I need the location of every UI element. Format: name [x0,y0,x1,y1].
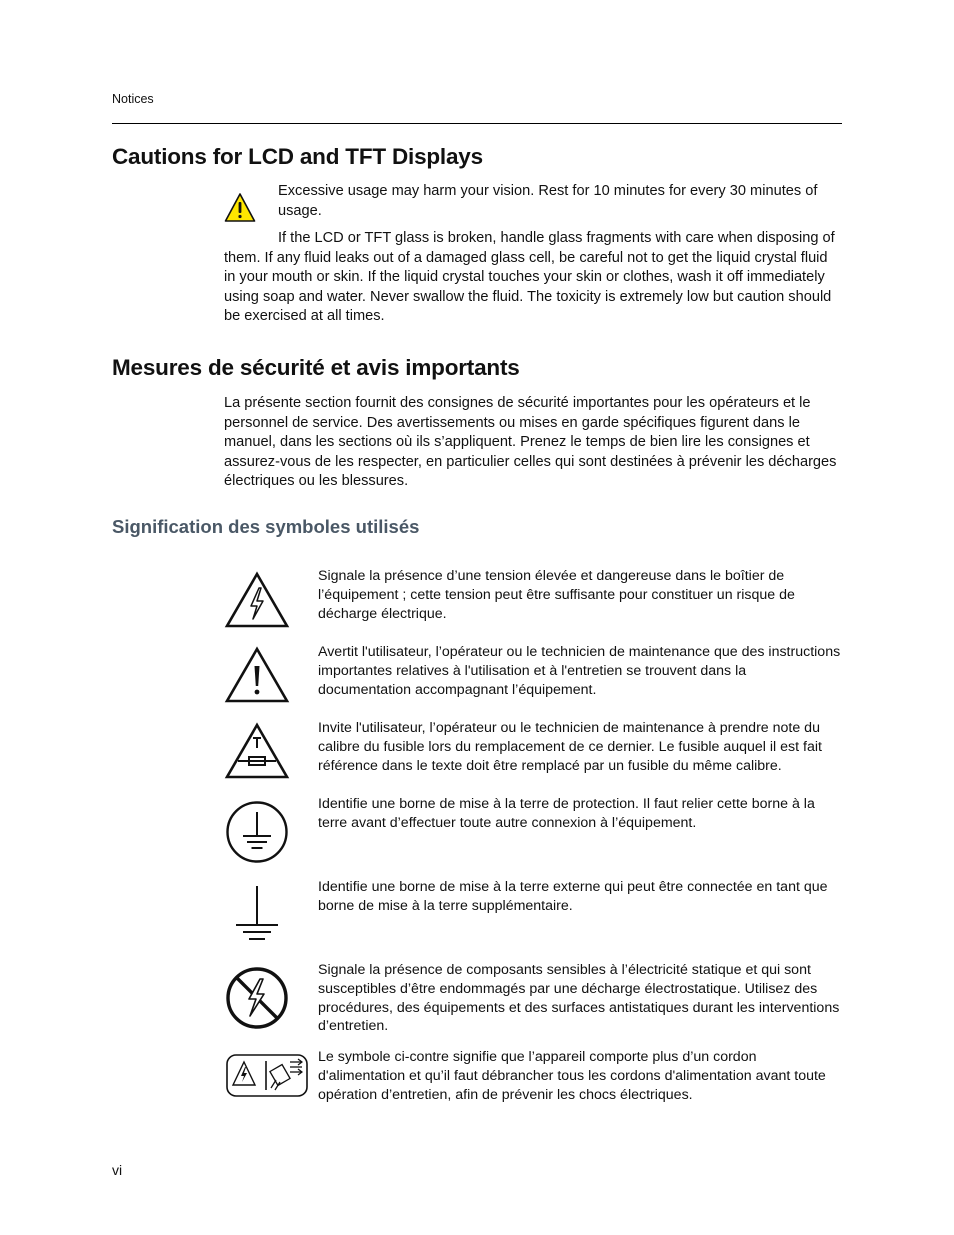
header-divider [112,123,842,124]
caution-triangle-icon [224,192,256,223]
symbol-description-multiple-cords: Le symbole ci-contre signifie que l’appareil comporte plus d’un cordon d'alimentation et qu’il faut débrancher tous les cordons d'alimentation avant toute opération d’entretien, afin de prévenir les chocs électriques. [318,1049,826,1103]
high-voltage-triangle-icon [224,571,290,629]
multiple-power-cords-icon [224,1053,310,1099]
symbol-description-fuse: Invite l'utilisateur, l’opérateur ou le technicien de maintenance à prendre note du calibre du fusible lors du remplacement de ce dernier. Le fusible auquel il est fait référence dans le texte doit être remplacé par un fusible du même calibre. [318,720,822,774]
symbol-description-esd: Signale la présence de composants sensibles à l’électricité statique et qui sont susceptibles d’être endommagés par une décharge électrostatique. Utilisez des procédures, des équipements et des surfaces antistatiques durant les interventions d’entretien. [318,962,840,1035]
mesures-heading: Mesures de sécurité et avis importants [112,355,520,380]
glass-caution-paragraph [224,229,842,327]
ground-terminal-icon [224,885,290,945]
vision-caution-text: Excessive usage may harm your vision. Rest for 10 minutes for every 30 minutes of usage. [278,183,818,219]
page-number: vi [112,1162,123,1178]
symbol-description-ground-terminal: Identifie une borne de mise à la terre externe qui peut être connectée en tant que borne de mise à la terre supplémentaire. [318,879,828,914]
fuse-triangle-icon [224,722,290,780]
protective-earth-icon [224,800,290,864]
symbol-description-protective-earth: Identifie une borne de mise à la terre de protection. Il faut relier cette borne à la terre avant d’effectuer toute autre connexion à l’équipement. [318,796,815,831]
symbol-description-exclamation: Avertit l'utilisateur, l’opérateur ou le technicien de maintenance que des instructions importantes relatives à l'utilisation et à l'entretien se trouvent dans la documentation accompagnant l’équipement. [318,644,841,698]
exclamation-triangle-icon [224,646,290,704]
mesures-intro-text: La présente section fournit des consignes de sécurité importantes pour les opérateurs et le personnel de service. Des avertissements ou mises en garde spécifiques figurent dans le manuel, dans les sections où ils s’appliquent. Prenez le temps de bien lire les consignes et assurez-vous de les respecter, en particulier celles qui sont destinées à prévenir les décharges électriques ou les blessures. [224,395,837,489]
cautions-heading: Cautions for LCD and TFT Displays [112,144,483,169]
symbols-heading: Signification des symboles utilisés [112,516,420,537]
symbol-description-high-voltage: Signale la présence d’une tension élevée et dangereuse dans le boîtier de l’équipement ; cette tension peut être suffisante pour constituer un risque de décharge électrique. [318,568,795,622]
esd-sensitive-icon [224,966,290,1030]
glass-caution-text: If the LCD or TFT glass is broken, handle glass fragments with care when disposing of them. If any fluid leaks out of a damaged glass cell, be careful not to get the liquid crystal fluid in your mouth or skin. If the liquid crystal touches your skin or clothes, wash it off immediately using soap and water. Never swallow the fluid. The toxicity is extremely low but caution should be exercised at all times. [224,230,835,324]
running-header: Notices [112,92,154,106]
